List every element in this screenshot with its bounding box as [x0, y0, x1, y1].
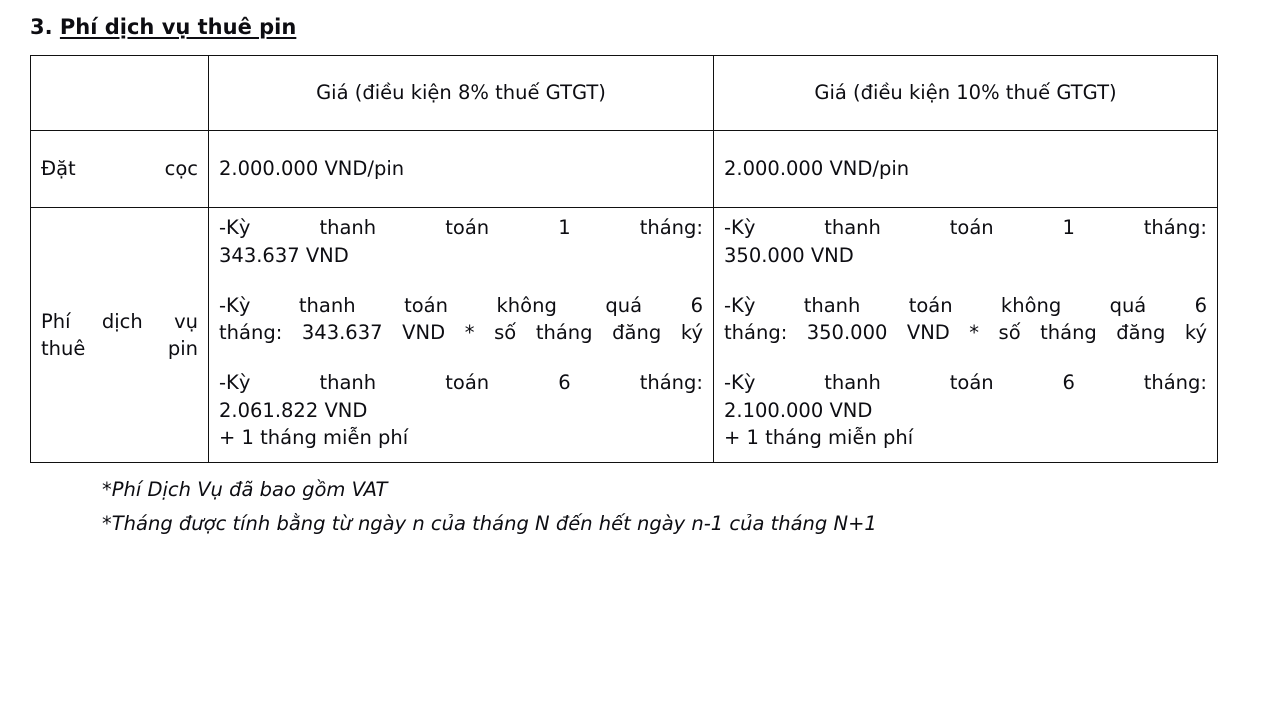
- table-header-row: [31, 56, 1218, 131]
- deposit-value-10: 2.000.000 VND/pin: [714, 131, 1218, 208]
- row-label-deposit: Đặt cọc: [31, 131, 209, 208]
- rental-fee-cell-8: [209, 208, 714, 463]
- list-item: [219, 214, 703, 269]
- rental-fee-list-8: [219, 214, 703, 452]
- dash-marker: -: [724, 216, 732, 240]
- dash-marker: -: [219, 371, 227, 395]
- footnotes: [30, 473, 1243, 541]
- column-header-empty: [31, 56, 209, 131]
- term-label: Kỳ thanh toán không quá 6: [731, 293, 1207, 317]
- term-amount: 2.100.000 VND: [724, 398, 873, 422]
- deposit-value-8: 2.000.000 VND/pin: [209, 131, 714, 208]
- rental-fee-cell-10: [714, 208, 1218, 463]
- table-row: [31, 208, 1218, 463]
- page-title: [30, 14, 1243, 41]
- term-amount: 343.637 VND: [219, 243, 349, 267]
- term-label: Kỳ thanh toán 1 tháng:: [226, 216, 703, 240]
- term-amount: 2.061.822 VND: [219, 398, 368, 422]
- list-item: [724, 214, 1207, 269]
- list-item: [724, 292, 1207, 347]
- term-label: Kỳ thanh toán 1 tháng:: [731, 216, 1207, 240]
- dash-marker: -: [219, 216, 227, 240]
- term-amount: tháng: 350.000 VND * số tháng đăng ký: [724, 321, 1207, 345]
- dash-marker: -: [219, 293, 227, 317]
- battery-rental-fee-table: [30, 55, 1218, 463]
- footnote-month-definition: *Tháng được tính bằng từ ngày n của tháng N đến hết ngày n-1 của tháng N+1: [102, 512, 877, 536]
- term-label: Kỳ thanh toán không quá 6: [226, 293, 703, 317]
- section-number: 3.: [30, 15, 60, 39]
- term-bonus: + 1 tháng miễn phí: [724, 426, 914, 450]
- list-item: [219, 292, 703, 347]
- term-amount: 350.000 VND: [724, 243, 854, 267]
- term-amount: tháng: 343.637 VND * số tháng đăng ký: [219, 321, 703, 345]
- footnote-vat: *Phí Dịch Vụ đã bao gồm VAT: [102, 478, 388, 502]
- row-label-rental-fee: Phí dịch vụ thuê pin: [31, 208, 209, 463]
- table-row: [31, 131, 1218, 208]
- list-item: [219, 369, 703, 452]
- rental-fee-list-10: [724, 214, 1207, 452]
- dash-marker: -: [724, 371, 732, 395]
- list-item: [724, 369, 1207, 452]
- term-bonus: + 1 tháng miễn phí: [219, 426, 409, 450]
- dash-marker: -: [724, 293, 732, 317]
- section-title-text: Phí dịch vụ thuê pin: [59, 15, 297, 39]
- term-label: Kỳ thanh toán 6 tháng:: [226, 371, 703, 395]
- column-header-price-8: Giá (điều kiện 8% thuế GTGT): [209, 56, 714, 131]
- column-header-price-10: Giá (điều kiện 10% thuế GTGT): [714, 56, 1218, 131]
- term-label: Kỳ thanh toán 6 tháng:: [731, 371, 1207, 395]
